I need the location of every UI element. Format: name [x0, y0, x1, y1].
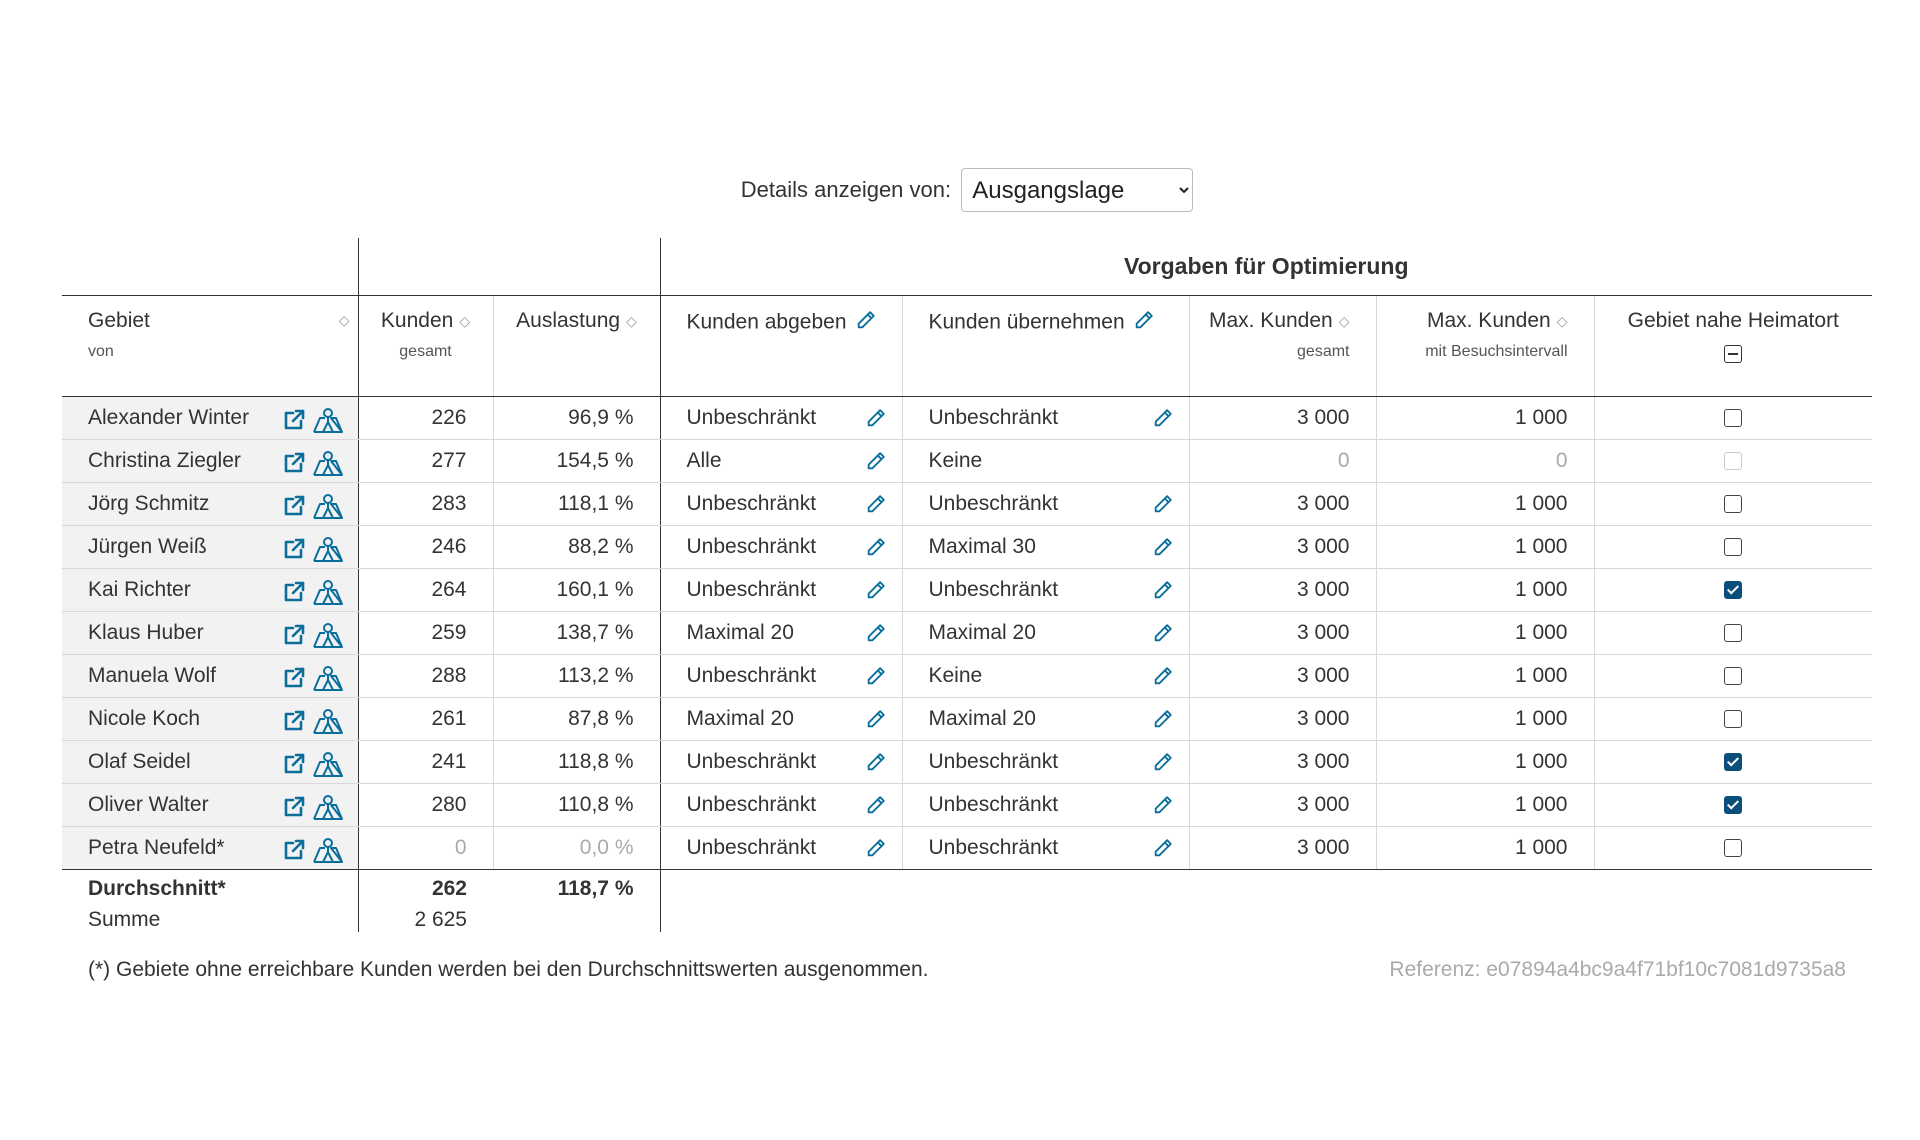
- sum-label: Summe: [88, 908, 161, 931]
- sort-icon[interactable]: ◇: [1556, 312, 1568, 329]
- max-kunden-value: 3 000: [1189, 655, 1376, 698]
- gebiet-cell: [62, 483, 358, 526]
- footnote: (*) Gebiete ohne erreichbare Kunden werden bei den Durchschnittswerten ausgenommen.: [88, 958, 929, 981]
- max-intervall-value: 1 000: [1376, 526, 1594, 569]
- external-link-icon[interactable]: [282, 623, 306, 646]
- uebernehmen-cell[interactable]: [902, 440, 1189, 483]
- col-kunden-uebernehmen[interactable]: Kunden übernehmen: [902, 296, 1189, 397]
- max-kunden-value: 3 000: [1189, 827, 1376, 870]
- heimatort-checkbox[interactable]: [1724, 667, 1742, 685]
- max-kunden-value: 0: [1189, 440, 1376, 483]
- col-max-kunden-intervall[interactable]: Max. Kunden ◇ mit Besuchsintervall: [1376, 296, 1594, 397]
- uebernehmen-value: Maximal 20: [928, 707, 1036, 730]
- kunden-value: 283: [358, 483, 493, 526]
- external-link-icon[interactable]: [282, 752, 306, 775]
- gebiet-cell: [62, 526, 358, 569]
- max-kunden-value: 3 000: [1189, 698, 1376, 741]
- pencil-icon[interactable]: [1152, 407, 1174, 435]
- gebiet-name: Jörg Schmitz: [88, 492, 210, 515]
- map-icon[interactable]: [312, 666, 344, 689]
- max-kunden-value: 3 000: [1189, 784, 1376, 827]
- abgeben-value: Unbeschränkt: [686, 578, 817, 601]
- table-row: [62, 612, 1872, 655]
- table-row: [62, 655, 1872, 698]
- gebiet-cell: [62, 698, 358, 741]
- max-kunden-value: 3 000: [1189, 397, 1376, 440]
- map-icon[interactable]: [312, 580, 344, 603]
- max-intervall-value: 0: [1376, 440, 1594, 483]
- external-link-icon[interactable]: [282, 494, 306, 517]
- auslastung-value: 154,5 %: [493, 440, 660, 483]
- details-label: Details anzeigen von:: [740, 177, 952, 202]
- map-icon[interactable]: [312, 623, 344, 646]
- gebiet-cell: [62, 397, 358, 440]
- kunden-value: 277: [358, 440, 493, 483]
- col-max-kunden[interactable]: Max. Kunden ◇ gesamt: [1189, 296, 1376, 397]
- kunden-value: 264: [358, 569, 493, 612]
- abgeben-cell[interactable]: [660, 569, 902, 612]
- uebernehmen-value: Unbeschränkt: [928, 578, 1059, 601]
- kunden-value: 226: [358, 397, 493, 440]
- external-link-icon[interactable]: [282, 580, 306, 603]
- uebernehmen-cell[interactable]: [902, 397, 1189, 440]
- abgeben-value: Maximal 20: [686, 707, 794, 730]
- abgeben-cell[interactable]: [660, 784, 902, 827]
- kunden-value: 288: [358, 655, 493, 698]
- abgeben-cell[interactable]: [660, 440, 902, 483]
- uebernehmen-value: Unbeschränkt: [928, 406, 1059, 429]
- sort-icon[interactable]: ◇: [338, 312, 350, 328]
- max-intervall-value: 1 000: [1376, 483, 1594, 526]
- gebiet-name: Jürgen Weiß: [88, 535, 207, 558]
- table-row: [62, 698, 1872, 741]
- pencil-icon[interactable]: [1152, 708, 1174, 736]
- max-kunden-value: 3 000: [1189, 569, 1376, 612]
- abgeben-cell[interactable]: [660, 526, 902, 569]
- max-kunden-value: 3 000: [1189, 483, 1376, 526]
- heimatort-cell: [1594, 440, 1872, 483]
- max-intervall-value: 1 000: [1376, 741, 1594, 784]
- auslastung-value: 96,9 %: [493, 397, 660, 440]
- heimatort-cell: [1594, 397, 1872, 440]
- kunden-value: 259: [358, 612, 493, 655]
- uebernehmen-value: Unbeschränkt: [928, 793, 1059, 816]
- max-intervall-value: 1 000: [1376, 397, 1594, 440]
- pencil-icon[interactable]: [855, 309, 877, 337]
- pencil-icon[interactable]: [1152, 665, 1174, 693]
- gebiet-name: Klaus Huber: [88, 621, 204, 644]
- max-intervall-value: 1 000: [1376, 784, 1594, 827]
- abgeben-value: Alle: [686, 449, 722, 472]
- uebernehmen-cell[interactable]: [902, 526, 1189, 569]
- heimatort-cell: [1594, 784, 1872, 827]
- territory-table: [62, 238, 1872, 932]
- pencil-icon[interactable]: [1152, 751, 1174, 779]
- abgeben-value: Unbeschränkt: [686, 492, 817, 515]
- heimatort-cell: [1594, 612, 1872, 655]
- max-intervall-value: 1 000: [1376, 612, 1594, 655]
- abgeben-value: Unbeschränkt: [686, 750, 817, 773]
- pencil-icon[interactable]: [865, 536, 887, 564]
- uebernehmen-cell[interactable]: [902, 612, 1189, 655]
- uebernehmen-value: Maximal 30: [928, 535, 1036, 558]
- uebernehmen-value: Unbeschränkt: [928, 750, 1059, 773]
- heimatort-checkbox[interactable]: [1724, 495, 1742, 513]
- heimatort-checkbox[interactable]: [1724, 710, 1742, 728]
- avg-auslastung: 118,7 %: [557, 877, 634, 900]
- gebiet-cell: [62, 440, 358, 483]
- auslastung-value: 87,8 %: [493, 698, 660, 741]
- abgeben-cell[interactable]: [660, 612, 902, 655]
- max-intervall-value: 1 000: [1376, 827, 1594, 870]
- auslastung-value: 113,2 %: [493, 655, 660, 698]
- uebernehmen-value: Unbeschränkt: [928, 836, 1059, 859]
- pencil-icon[interactable]: [1133, 309, 1155, 337]
- auslastung-value: 88,2 %: [493, 526, 660, 569]
- sort-icon[interactable]: ◇: [459, 312, 471, 329]
- col-kunden[interactable]: Kunden ◇ gesamt: [358, 296, 493, 397]
- max-kunden-value: 3 000: [1189, 526, 1376, 569]
- abgeben-cell[interactable]: [660, 827, 902, 870]
- pencil-icon[interactable]: [865, 708, 887, 736]
- map-icon[interactable]: [312, 408, 344, 431]
- heimatort-cell: [1594, 655, 1872, 698]
- abgeben-cell[interactable]: [660, 483, 902, 526]
- uebernehmen-value: Keine: [928, 449, 983, 472]
- abgeben-value: Unbeschränkt: [686, 406, 817, 429]
- kunden-value: 261: [358, 698, 493, 741]
- pencil-icon[interactable]: [865, 450, 887, 478]
- heimatort-checkbox[interactable]: [1724, 796, 1742, 814]
- heimatort-checkbox[interactable]: [1724, 753, 1742, 771]
- details-bar: [62, 168, 1872, 212]
- gebiet-cell: [62, 655, 358, 698]
- table-row: [62, 569, 1872, 612]
- heimatort-cell: [1594, 569, 1872, 612]
- sort-icon[interactable]: ◇: [1338, 312, 1350, 329]
- uebernehmen-value: Keine: [928, 664, 983, 687]
- kunden-value: 246: [358, 526, 493, 569]
- external-link-icon[interactable]: [282, 709, 306, 732]
- map-icon[interactable]: [312, 709, 344, 732]
- pencil-icon[interactable]: [1152, 493, 1174, 521]
- col-kunden-abgeben[interactable]: Kunden abgeben: [660, 296, 902, 397]
- pencil-icon[interactable]: [865, 493, 887, 521]
- auslastung-value: 118,1 %: [493, 483, 660, 526]
- pencil-icon[interactable]: [865, 665, 887, 693]
- auslastung-value: 160,1 %: [493, 569, 660, 612]
- group-title: Vorgaben für Optimierung: [660, 238, 1872, 296]
- abgeben-value: Maximal 20: [686, 621, 794, 644]
- gebiet-name: Manuela Wolf: [88, 664, 217, 687]
- max-intervall-value: 1 000: [1376, 655, 1594, 698]
- heimatort-checkbox[interactable]: [1724, 839, 1742, 857]
- external-link-icon[interactable]: [282, 666, 306, 689]
- external-link-icon[interactable]: [282, 795, 306, 818]
- pencil-icon[interactable]: [1152, 837, 1174, 865]
- external-link-icon[interactable]: [282, 451, 306, 474]
- sum-kunden: 2 625: [358, 901, 493, 932]
- heimatort-checkbox[interactable]: [1724, 624, 1742, 642]
- heimatort-checkbox[interactable]: [1724, 581, 1742, 599]
- col-heimatort[interactable]: Gebiet nahe Heimatort: [1594, 296, 1872, 397]
- map-icon[interactable]: [312, 838, 344, 861]
- map-icon[interactable]: [312, 494, 344, 517]
- uebernehmen-cell[interactable]: [902, 827, 1189, 870]
- avg-label: Durchschnitt*: [88, 877, 226, 900]
- external-link-icon[interactable]: [282, 537, 306, 560]
- gebiet-name: Olaf Seidel: [88, 750, 191, 773]
- select-all-checkbox[interactable]: [1724, 345, 1742, 363]
- uebernehmen-value: Maximal 20: [928, 621, 1036, 644]
- uebernehmen-value: Unbeschränkt: [928, 492, 1059, 515]
- map-icon[interactable]: [312, 752, 344, 775]
- pencil-icon[interactable]: [1152, 579, 1174, 607]
- pencil-icon[interactable]: [1152, 536, 1174, 564]
- max-kunden-value: 3 000: [1189, 612, 1376, 655]
- col-gebiet[interactable]: Gebiet von ◇: [62, 296, 358, 397]
- pencil-icon[interactable]: [865, 837, 887, 865]
- auslastung-value: 110,8 %: [493, 784, 660, 827]
- pencil-icon[interactable]: [865, 579, 887, 607]
- abgeben-value: Unbeschränkt: [686, 836, 817, 859]
- uebernehmen-cell[interactable]: [902, 698, 1189, 741]
- uebernehmen-cell[interactable]: [902, 483, 1189, 526]
- gebiet-name: Petra Neufeld*: [88, 836, 225, 859]
- abgeben-cell[interactable]: [660, 698, 902, 741]
- abgeben-value: Unbeschränkt: [686, 535, 817, 558]
- map-icon[interactable]: [312, 537, 344, 560]
- table-row: [62, 784, 1872, 827]
- uebernehmen-cell[interactable]: [902, 784, 1189, 827]
- heimatort-checkbox[interactable]: [1724, 538, 1742, 556]
- gebiet-name: Christina Ziegler: [88, 449, 241, 472]
- col-auslastung[interactable]: Auslastung ◇: [493, 296, 660, 397]
- heimatort-cell: [1594, 741, 1872, 784]
- table-row: [62, 741, 1872, 784]
- uebernehmen-cell[interactable]: [902, 741, 1189, 784]
- pencil-icon[interactable]: [865, 794, 887, 822]
- pencil-icon[interactable]: [865, 622, 887, 650]
- auslastung-value: 118,8 %: [493, 741, 660, 784]
- max-intervall-value: 1 000: [1376, 569, 1594, 612]
- abgeben-cell[interactable]: [660, 741, 902, 784]
- kunden-value: 0: [358, 827, 493, 870]
- uebernehmen-cell[interactable]: [902, 569, 1189, 612]
- table-body: [62, 397, 1872, 870]
- external-link-icon[interactable]: [282, 838, 306, 861]
- auslastung-value: 0,0 %: [493, 827, 660, 870]
- gebiet-name: Nicole Koch: [88, 707, 201, 730]
- avg-kunden: 262: [358, 870, 493, 902]
- abgeben-value: Unbeschränkt: [686, 664, 817, 687]
- gebiet-cell: [62, 741, 358, 784]
- gebiet-name: Kai Richter: [88, 578, 191, 601]
- pencil-icon[interactable]: [1152, 794, 1174, 822]
- uebernehmen-cell[interactable]: [902, 655, 1189, 698]
- heimatort-cell: [1594, 526, 1872, 569]
- gebiet-cell: [62, 569, 358, 612]
- abgeben-value: Unbeschränkt: [686, 793, 817, 816]
- heimatort-checkbox: [1724, 452, 1742, 470]
- details-select[interactable]: [961, 168, 1193, 212]
- table-row: [62, 526, 1872, 569]
- table-row: [62, 483, 1872, 526]
- pencil-icon[interactable]: [1152, 622, 1174, 650]
- abgeben-cell[interactable]: [660, 397, 902, 440]
- kunden-value: 241: [358, 741, 493, 784]
- max-intervall-value: 1 000: [1376, 698, 1594, 741]
- heimatort-cell: [1594, 483, 1872, 526]
- gebiet-name: Alexander Winter: [88, 406, 250, 429]
- abgeben-cell[interactable]: [660, 655, 902, 698]
- gebiet-cell: [62, 827, 358, 870]
- max-kunden-value: 3 000: [1189, 741, 1376, 784]
- gebiet-cell: [62, 784, 358, 827]
- auslastung-value: 138,7 %: [493, 612, 660, 655]
- heimatort-cell: [1594, 698, 1872, 741]
- table-row: [62, 397, 1872, 440]
- table-row: [62, 440, 1872, 483]
- kunden-value: 280: [358, 784, 493, 827]
- external-link-icon[interactable]: [282, 408, 306, 431]
- heimatort-cell: [1594, 827, 1872, 870]
- map-icon[interactable]: [312, 451, 344, 474]
- pencil-icon[interactable]: [865, 751, 887, 779]
- reference-id: Referenz: e07894a4bc9a4f71bf10c7081d9735a8: [1389, 958, 1846, 981]
- gebiet-name: Oliver Walter: [88, 793, 209, 816]
- table-row: [62, 827, 1872, 870]
- pencil-icon[interactable]: [865, 407, 887, 435]
- map-icon[interactable]: [312, 795, 344, 818]
- heimatort-checkbox[interactable]: [1724, 409, 1742, 427]
- gebiet-cell: [62, 612, 358, 655]
- sort-icon[interactable]: ◇: [626, 312, 637, 329]
